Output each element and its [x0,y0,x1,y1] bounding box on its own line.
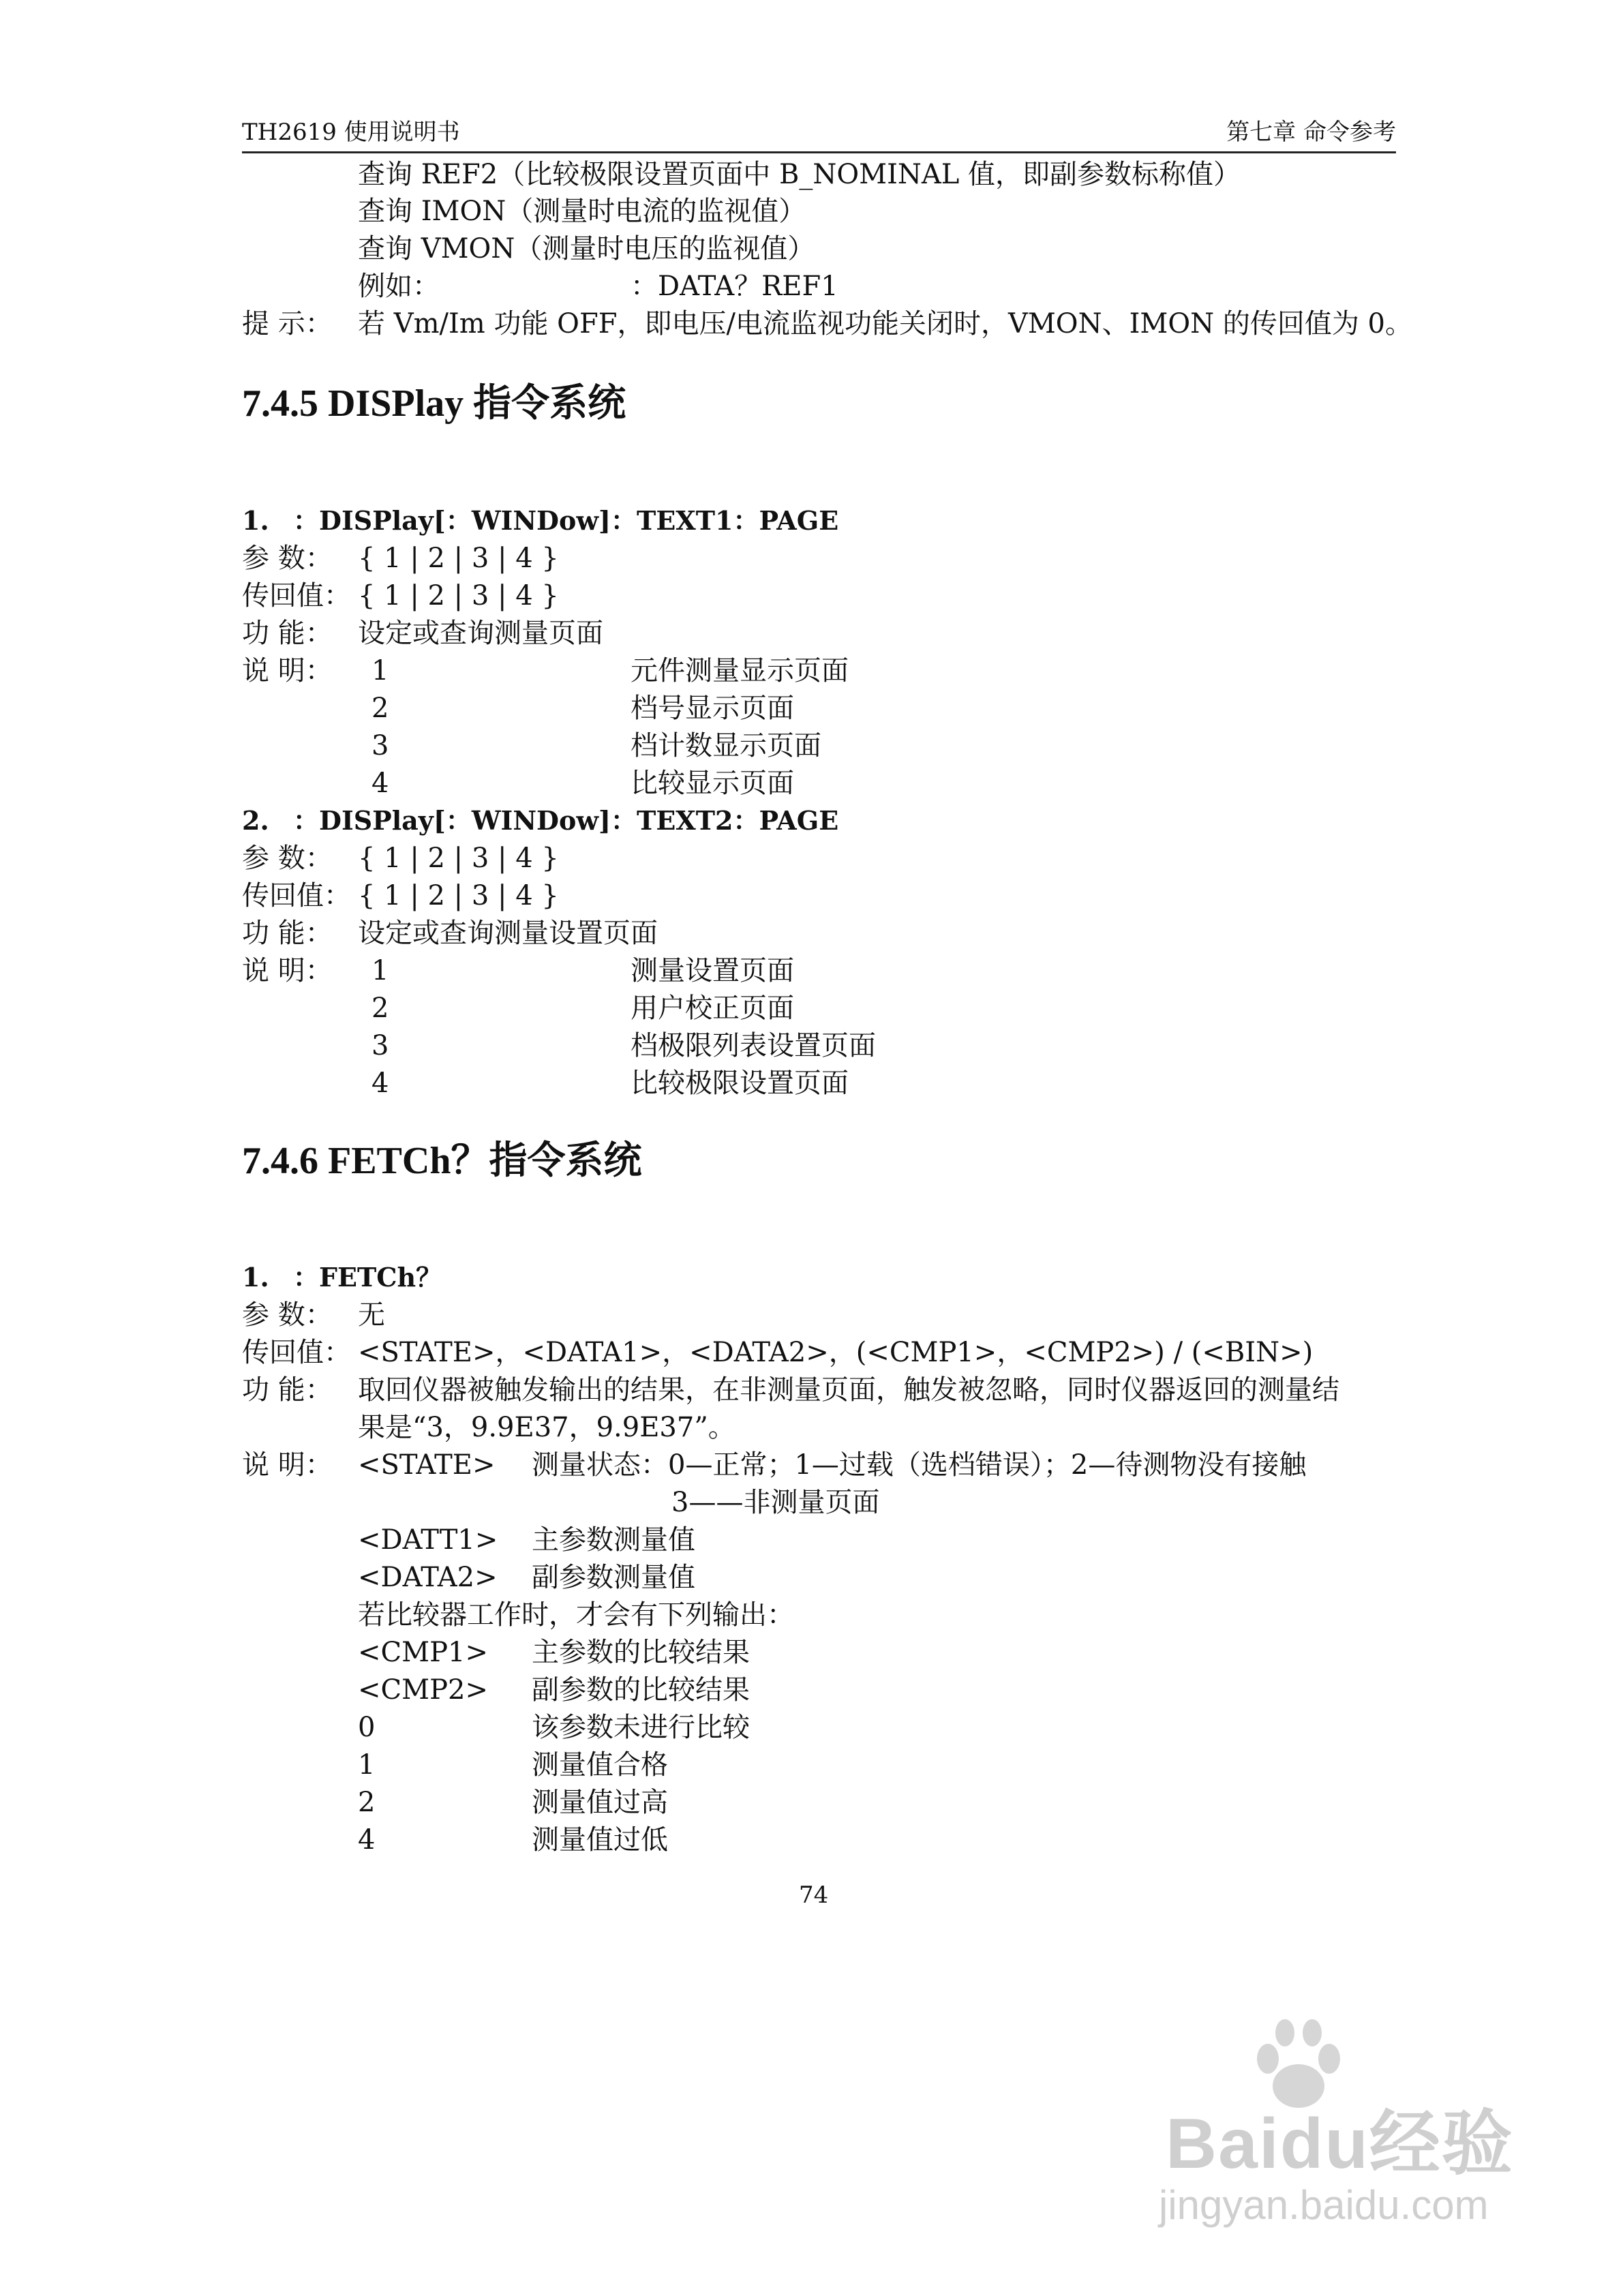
intro-line: 查询 VMON（测量时电压的监视值） [358,233,815,265]
return-field-desc: 该参数未进行比较 [532,1712,750,1743]
field-label: 参 数： [242,1299,333,1331]
field-label: 参 数： [242,843,333,874]
field-label: 功 能： [242,618,333,649]
intro-line: 查询 IMON（测量时电流的监视值） [358,196,806,227]
option-desc: 档计数显示页面 [631,730,821,761]
field-label: 说 明： [242,1449,333,1481]
field-value: 取回仪器被触发输出的结果，在非测量页面，触发被忽略，同时仪器返回的测量结 [358,1374,1339,1406]
field-label: 参 数： [242,543,333,574]
command-number: 1. [242,1262,269,1293]
comparator-note: 若比较器工作时，才会有下列输出： [358,1599,794,1631]
command-number: 1. [242,505,269,536]
command-name: ：DISPlay[：WINDow]：TEXT1：PAGE [293,505,839,536]
option-number: 4 [371,768,389,799]
return-field-desc-continued: 3——非测量页面 [671,1487,880,1518]
return-field-desc: 副参数测量值 [532,1562,695,1593]
option-number: 2 [371,693,389,724]
option-desc: 档极限列表设置页面 [631,1030,876,1061]
section-title: 7.4.5 DISPlay 指令系统 [242,382,626,425]
watermark-brand: Baidu经验 [1166,2104,1514,2184]
return-field-key: 4 [358,1824,376,1856]
field-value-continued: 果是“3，9.9E37，9.9E37”。 [358,1412,735,1443]
return-field-key: 1 [358,1749,376,1781]
return-field-key: 2 [358,1787,376,1818]
option-number: 2 [371,993,389,1024]
return-field-desc: 副参数的比较结果 [532,1674,750,1706]
intro-line: 例如： [358,271,440,302]
option-desc: 测量设置页面 [631,955,794,986]
return-field-key: <CMP1> [358,1637,488,1668]
intro-line: 查询 REF2（比较极限设置页面中 B_NOMINAL 值，即副参数标称值） [358,159,1241,190]
field-value: { 1 | 2 | 3 | 4 } [358,543,559,574]
return-field-desc: 主参数测量值 [532,1524,695,1556]
field-value: 设定或查询测量设置页面 [358,918,658,949]
option-desc: 元件测量显示页面 [631,655,849,686]
field-label: 传回值： [242,880,351,911]
option-number: 1 [371,655,389,686]
header-right: 第七章 命令参考 [1226,119,1396,146]
return-field-key: <STATE> [358,1449,496,1481]
field-label: 功 能： [242,1374,333,1406]
command-name: ：FETCh？ [293,1262,442,1293]
return-field-desc: 测量值过低 [532,1824,668,1856]
option-number: 1 [371,955,389,986]
return-field-desc: 测量值合格 [532,1749,668,1781]
header-left: TH2619 使用说明书 [242,119,460,146]
return-field-desc: 主参数的比较结果 [532,1637,750,1668]
return-field-desc: 测量状态：0—正常；1—过载（选档错误）；2—待测物没有接触 [532,1449,1307,1481]
return-field-desc: 测量值过高 [532,1787,668,1818]
command-name: ：DISPlay[：WINDow]：TEXT2：PAGE [293,805,839,836]
field-label: 说 明： [242,955,333,986]
option-number: 4 [371,1068,389,1099]
field-label: 传回值： [242,1337,351,1368]
option-desc: 用户校正页面 [631,993,794,1024]
return-field-key: <DATA2> [358,1562,498,1593]
hint-label: 提 示： [242,308,333,339]
field-label: 说 明： [242,655,333,686]
intro-example: ：DATA？REF1 [631,271,838,302]
page-number: 74 [799,1882,829,1909]
header-rule [242,151,1396,153]
option-number: 3 [371,1030,389,1061]
hint-text: 若 Vm/Im 功能 OFF，即电压/电流监视功能关闭时，VMON、IMON 的传回值为 0。 [358,308,1413,339]
return-field-key: 0 [358,1712,376,1743]
option-desc: 比较极限设置页面 [631,1068,849,1099]
field-label: 传回值： [242,580,351,611]
field-value: 无 [358,1299,385,1331]
return-field-key: <CMP2> [358,1674,488,1706]
command-number: 2. [242,805,269,836]
field-value: { 1 | 2 | 3 | 4 } [358,843,559,874]
option-number: 3 [371,730,389,761]
field-value: <STATE>，<DATA1>，<DATA2>，(<CMP1>，<CMP2>) / (<BIN>) [358,1337,1314,1368]
watermark-url: jingyan.baidu.com [1159,2182,1489,2228]
field-value: 设定或查询测量页面 [358,618,603,649]
section-title: 7.4.6 FETCh？指令系统 [242,1140,642,1182]
return-field-key: <DATT1> [358,1524,498,1556]
field-value: { 1 | 2 | 3 | 4 } [358,880,559,911]
field-value: { 1 | 2 | 3 | 4 } [358,580,559,611]
field-label: 功 能： [242,918,333,949]
option-desc: 比较显示页面 [631,768,794,799]
option-desc: 档号显示页面 [631,693,794,724]
